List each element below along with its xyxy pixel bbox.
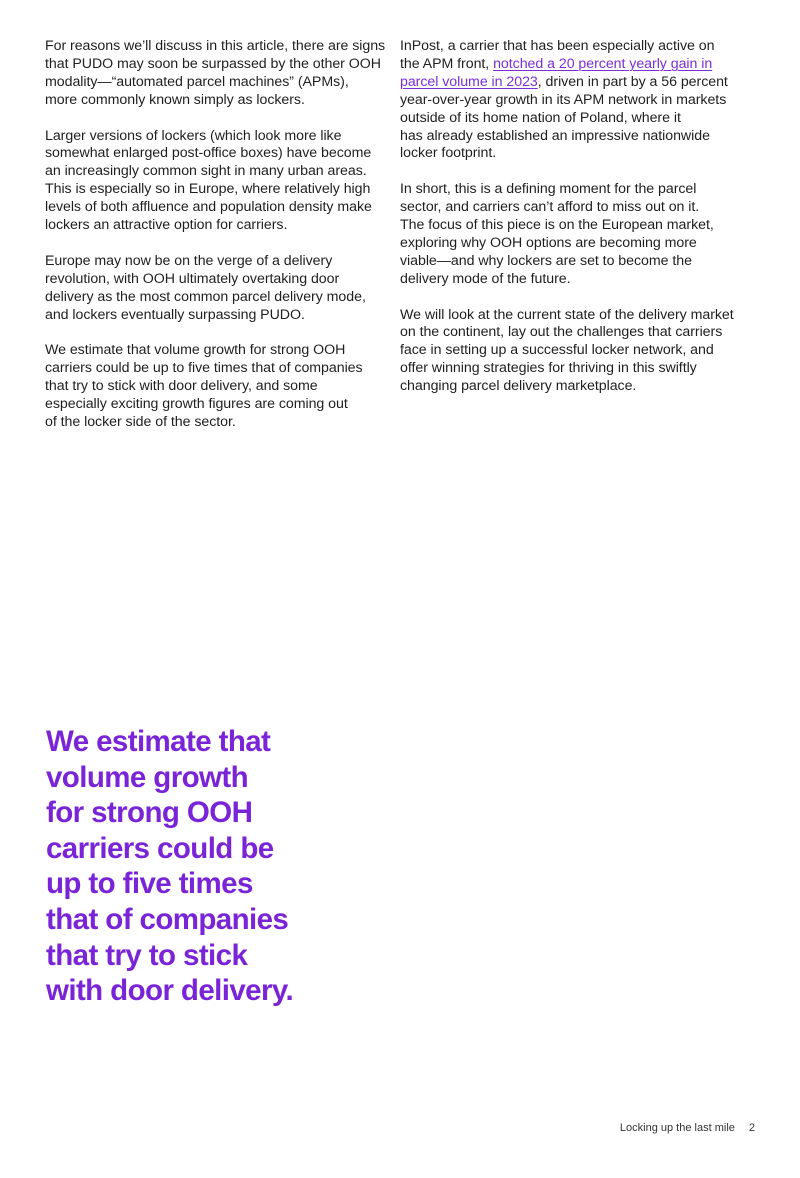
body-paragraph: [400, 181, 735, 288]
text-line: levels of both affluence and population density make: [45, 199, 372, 216]
body-paragraph: [45, 253, 380, 325]
pull-quote-line: for strong OOH: [46, 796, 253, 830]
text-line: outside of its home nation of Poland, where it: [400, 109, 681, 126]
right-column: [400, 38, 735, 414]
text-line: of the locker side of the sector.: [45, 413, 236, 430]
page-footer: [620, 1122, 755, 1134]
page-number: 2: [748, 1122, 755, 1134]
text-line: [400, 74, 735, 92]
body-paragraph: [45, 342, 380, 432]
text-line: In short, this is a defining moment for the parcel: [400, 181, 697, 198]
pull-quote: [46, 724, 366, 1009]
text-line: that try to stick with door delivery, and some: [45, 378, 318, 395]
pull-quote-line: carriers could be: [46, 831, 274, 865]
pull-quote-line: up to five times: [46, 867, 253, 901]
text-line: more commonly known simply as lockers.: [45, 91, 305, 108]
text-line: delivery mode of the future.: [400, 270, 571, 287]
text-line: For reasons we’ll discuss in this article, there are signs: [45, 38, 386, 54]
text-line: lockers an attractive option for carriers.: [45, 217, 288, 234]
body-paragraph: [45, 38, 386, 110]
pull-quote-line: volume growth: [46, 760, 248, 794]
body-paragraph: [45, 128, 380, 235]
text-line: delivery as the most common parcel delivery mode,: [45, 288, 366, 305]
text-line: somewhat enlarged post-office boxes) have become: [45, 145, 372, 162]
parcel-volume-link[interactable]: notched a 20 percent yearly gain in: [493, 55, 713, 72]
pull-quote-line: that try to stick: [46, 938, 248, 972]
text-line: exploring why OOH options are becoming more: [400, 234, 697, 251]
text-line: locker footprint.: [400, 145, 497, 162]
text-line: The focus of this piece is on the European market,: [400, 217, 714, 234]
text-line: We estimate that volume growth for strong OOH: [45, 342, 346, 359]
left-column: [45, 38, 386, 450]
text-line: and lockers eventually surpassing PUDO.: [45, 306, 305, 323]
pull-quote-line: that of companies: [46, 902, 289, 936]
body-paragraph: [400, 307, 735, 397]
text-line: year-over-year growth in its APM network in markets: [400, 91, 727, 108]
text-line: sector, and carriers can’t afford to miss out on it.: [400, 199, 700, 216]
parcel-volume-link-continued[interactable]: parcel volume in 2023: [400, 73, 538, 90]
text-line: Larger versions of lockers (which look more like: [45, 127, 342, 144]
text-line: viable—and why lockers are set to become the: [400, 252, 692, 269]
text-line: changing parcel delivery marketplace.: [400, 378, 637, 395]
text-line: on the continent, lay out the challenges that carriers: [400, 324, 723, 341]
text-line: that PUDO may soon be surpassed by the other OOH: [45, 55, 381, 72]
text-line: modality—“automated parcel machines” (APMs),: [45, 73, 349, 90]
text-line: This is especially so in Europe, where relatively high: [45, 181, 371, 198]
text-line: [400, 56, 735, 74]
text-line: Europe may now be on the verge of a delivery: [45, 252, 333, 269]
text-line: offer winning strategies for thriving in this swiftly: [400, 360, 697, 377]
text-segment: the APM front,: [400, 55, 494, 72]
text-line: face in setting up a successful locker network, and: [400, 342, 714, 359]
text-line: We will look at the current state of the delivery market: [400, 306, 734, 323]
text-line: especially exciting growth figures are coming out: [45, 396, 348, 413]
pull-quote-line: with door delivery.: [46, 974, 294, 1008]
inpost-paragraph: [400, 38, 735, 163]
footer-title: Locking up the last mile: [619, 1122, 735, 1134]
pull-quote-line: We estimate that: [46, 725, 271, 758]
text-line: InPost, a carrier that has been especially active on: [400, 38, 715, 54]
text-line: has already established an impressive nationwide: [400, 127, 710, 144]
text-line: carriers could be up to five times that of companies: [45, 360, 363, 377]
text-segment: , driven in part by a 56 percent: [537, 73, 728, 90]
text-line: revolution, with OOH ultimately overtaking door: [45, 270, 340, 287]
text-line: an increasingly common sight in many urban areas.: [45, 163, 367, 180]
